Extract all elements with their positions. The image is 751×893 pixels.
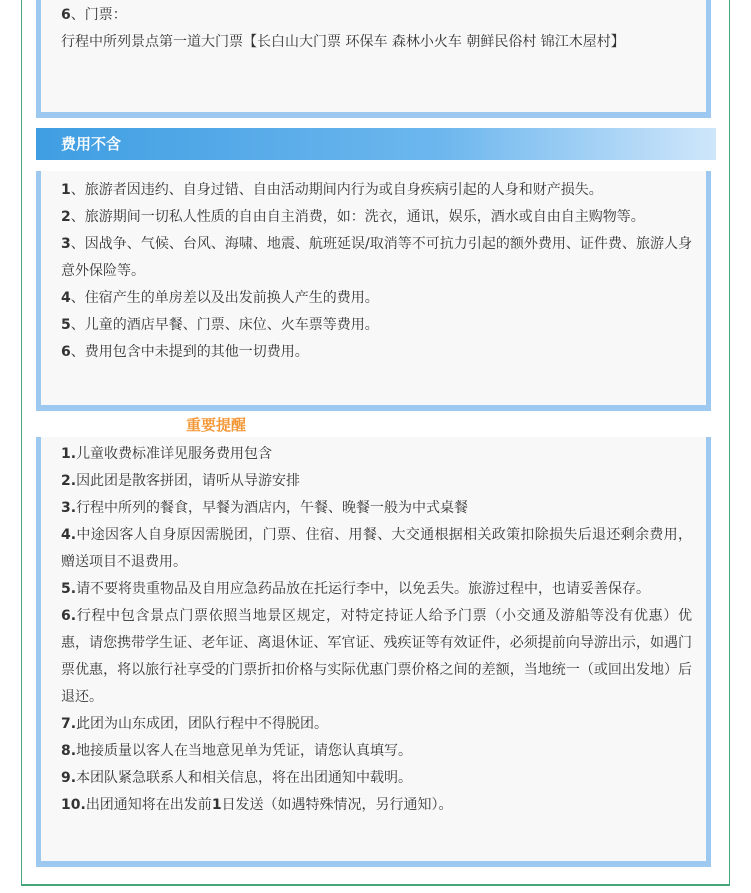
excluded-costs-box [36, 171, 711, 411]
list-item: 9.本团队紧急联系人和相关信息，将在出团通知中载明。 [61, 770, 413, 786]
included-tickets-box [36, 0, 711, 118]
list-item: 4.中途因客人自身原因需脱团，门票、住宿、用餐、大交通根据相关政策扣除损失后退还剩余费用，赠送项目不退费用。 [61, 527, 692, 570]
list-item: 7.此团为山东成团，团队行程中不得脱团。 [61, 716, 329, 732]
list-item: 6、费用包含中未提到的其他一切费用。 [61, 344, 309, 360]
list-item: 3.行程中所列的餐食，早餐为酒店内，午餐、晚餐一般为中式桌餐 [61, 500, 469, 516]
list-item: 2、旅游期间一切私人性质的自由自主消费，如：洗衣，通讯，娱乐，酒水或自由自主购物等。 [61, 209, 645, 225]
page-border-bottom [21, 884, 730, 886]
page-border-left [21, 0, 22, 884]
ticket-detail: 行程中所列景点第一道大门票【长白山大门票 环保车 森林小火车 朝鲜民俗村 锦江木屋村】 [61, 34, 625, 50]
ticket-heading: 6、门票： [61, 7, 127, 23]
important-reminders-box [36, 437, 711, 867]
page-border-right [729, 0, 730, 884]
list-item: 6.行程中包含景点门票依照当地景区规定，对特定持证人给予门票（小交通及游船等没有优惠）优惠，请您携带学生证、老年证、离退休证、军官证、残疾证等有效证件，必须提前向导游出示，如遇门票优惠，将以旅行社享受的门票折扣价格与实际优惠门票价格之间的差额，当地统一（或回出发地）后退还。 [61, 608, 692, 705]
list-item: 5、儿童的酒店早餐、门票、床位、火车票等费用。 [61, 317, 379, 333]
important-reminder-title: 重要提醒 [186, 416, 247, 434]
list-item: 5.请不要将贵重物品及自用应急药品放在托运行李中，以免丢失。旅游过程中，也请妥善保存。 [61, 581, 651, 597]
list-item: 10.出团通知将在出发前1日发送（如遇特殊情况，另行通知）。 [61, 797, 453, 813]
list-item: 4、住宿产生的单房差以及出发前换人产生的费用。 [61, 290, 379, 306]
list-item: 8.地接质量以客人在当地意见单为凭证，请您认真填写。 [61, 743, 413, 759]
list-item: 1.儿童收费标准详见服务费用包含 [61, 446, 273, 462]
section-header-excluded: 费用不含 [36, 128, 716, 160]
list-item: 1、旅游者因违约、自身过错、自由活动期间内行为或自身疾病引起的人身和财产损失。 [61, 182, 603, 198]
list-item: 2.因此团是散客拼团，请听从导游安排 [61, 473, 301, 489]
list-item: 3、因战争、气候、台风、海啸、地震、航班延误/取消等不可抗力引起的额外费用、证件费、旅游人身意外保险等。 [61, 236, 692, 279]
